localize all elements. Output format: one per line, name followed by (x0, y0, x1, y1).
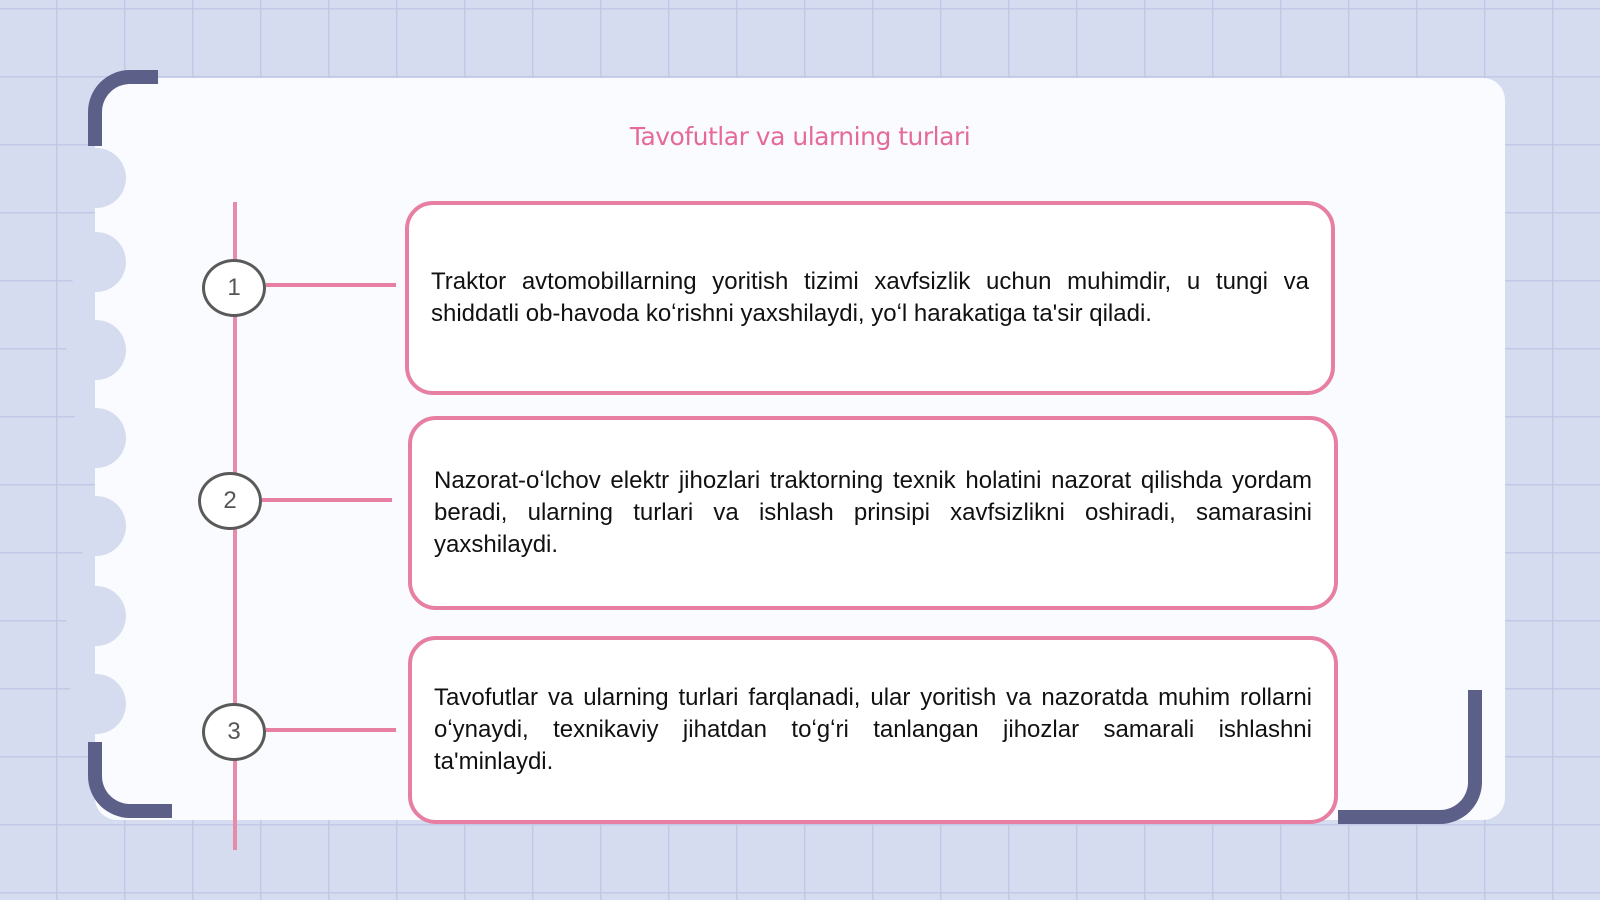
step-number-badge: 3 (202, 703, 266, 761)
slide-title: Tavofutlar va ularning turlari (629, 122, 971, 151)
step-number-badge: 1 (202, 259, 266, 317)
timeline-item-text: Nazorat-oʻlchov elektr jihozlari traktorning texnik holatini nazorat qilishda yordam beradi, ularning turlari va ishlash prinsipi xavfsizlikni oshiradi, samarasini yaxshilaydi. (434, 467, 1312, 558)
timeline-connector (266, 728, 396, 732)
binder-notch (66, 148, 126, 208)
timeline-item-card (408, 416, 1338, 610)
frame-corner-bottom-left (88, 742, 172, 818)
frame-corner-bottom-right (1338, 690, 1482, 824)
timeline-item-text: Tavofutlar va ularning turlari farqlanadi, ular yoritish va nazoratda muhim rollarni oʻynaydi, texnikaviy jihatdan toʻgʻri tanlangan jihozlar samarali ishlashni ta'minlaydi. (434, 684, 1312, 775)
binder-notch (66, 320, 126, 380)
timeline-connector (266, 283, 396, 287)
timeline-item-text: Traktor avtomobillarning yoritish tizimi xavfsizlik uchun muhimdir, u tungi va shiddatli ob-havoda koʻrishni yaxshilaydi, yoʻl harakatiga ta'sir qiladi. (431, 268, 1309, 327)
step-number-badge: 2 (198, 472, 262, 530)
timeline-item-card (408, 636, 1338, 824)
timeline-connector (262, 498, 392, 502)
binder-notch (66, 674, 126, 734)
binder-notch (66, 232, 126, 292)
binder-notch (66, 408, 126, 468)
binder-notch (66, 496, 126, 556)
timeline-item-card (405, 201, 1335, 395)
binder-notch (66, 586, 126, 646)
